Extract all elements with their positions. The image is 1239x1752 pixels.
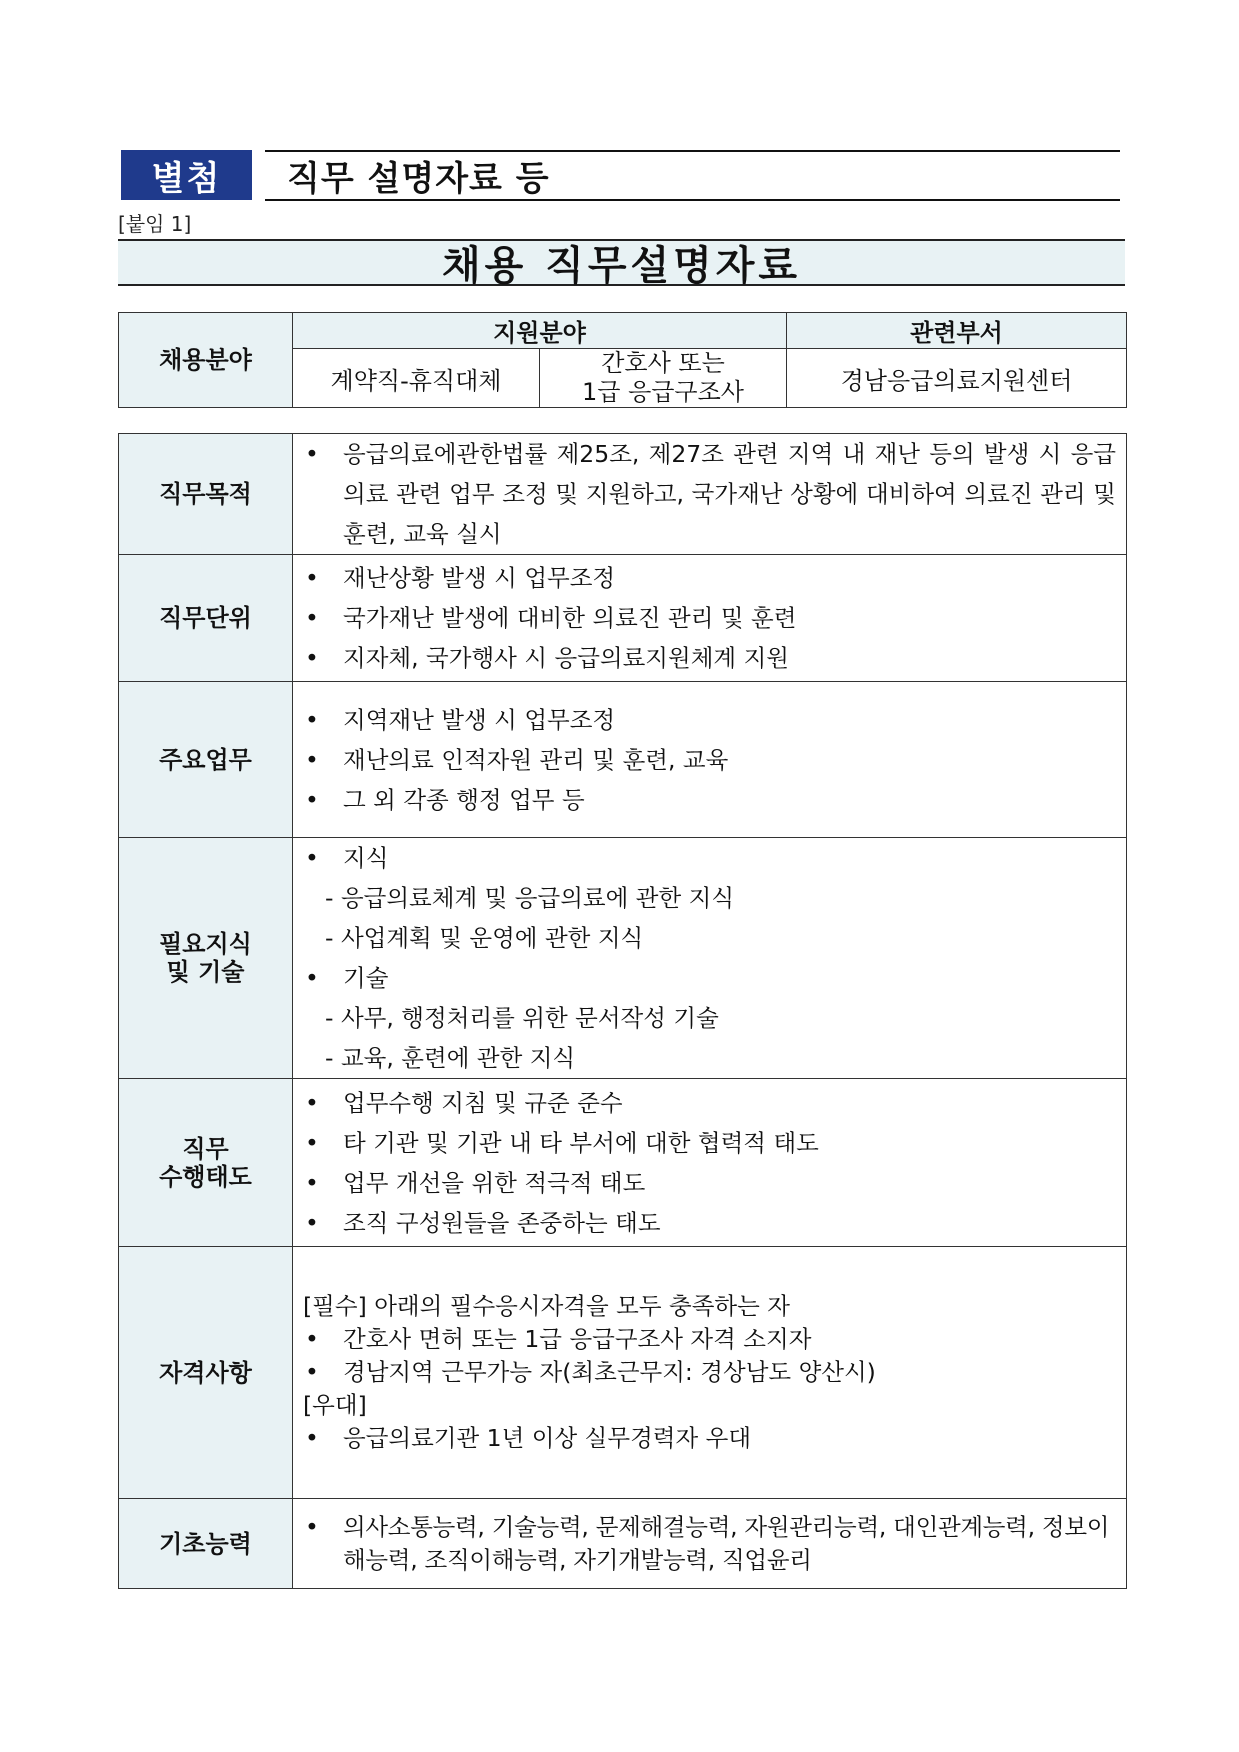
list-item xyxy=(303,434,1116,554)
list-item xyxy=(303,838,1116,878)
qualification-body xyxy=(293,1247,1127,1499)
attitude-label-line-2: 수행태도 xyxy=(159,1162,252,1191)
attitude-body xyxy=(293,1079,1127,1247)
attachment-tag: 별첨 xyxy=(121,150,252,200)
bullet: • xyxy=(305,844,319,872)
bullet: • xyxy=(305,1358,319,1386)
skills-label xyxy=(119,838,293,1079)
row-unit xyxy=(119,555,1127,682)
main-label: 주요업무 xyxy=(119,682,293,838)
list-item xyxy=(303,700,1116,740)
list-item xyxy=(303,1323,1116,1356)
row-attitude xyxy=(119,1079,1127,1247)
list-item-text: 재난상황 발생 시 업무조정 xyxy=(343,564,616,592)
list-item-text: 국가재난 발생에 대비한 의료진 관리 및 훈련 xyxy=(343,604,797,632)
list-item-text: 응급의료기관 1년 이상 실무경력자 우대 xyxy=(343,1424,752,1452)
basic-text: 의사소통능력, 기술능력, 문제해결능력, 자원관리능력, 대인관계능력, 정보이해능력, 조직이해능력, 자기개발능력, 직업윤리 xyxy=(343,1512,1110,1574)
bullet: • xyxy=(305,1208,319,1237)
list-item-text: 지역재난 발생 시 업무조정 xyxy=(343,705,616,734)
position-cell xyxy=(540,349,787,408)
list-item xyxy=(303,1163,1116,1203)
position-line-1: 간호사 또는 xyxy=(601,349,725,377)
sub-item: - 사업계획 및 운영에 관한 지식 xyxy=(325,924,644,952)
attachment-label: [붙임 1] xyxy=(118,212,192,236)
basic-label: 기초능력 xyxy=(119,1499,293,1589)
list-item xyxy=(303,1511,1116,1577)
unit-label: 직무단위 xyxy=(119,555,293,682)
list-item xyxy=(303,1123,1116,1163)
list-item xyxy=(303,1203,1116,1243)
dept-header: 관련부서 xyxy=(787,313,1127,349)
knowledge-heading: 지식 xyxy=(343,844,389,872)
bullet: • xyxy=(305,745,319,774)
list-item-text: 경남지역 근무가능 자(최초근무지: 경상남도 양산시) xyxy=(343,1358,876,1386)
bullet: • xyxy=(305,1424,319,1452)
bullet: • xyxy=(305,1088,319,1117)
list-item-text: 그 외 각종 행정 업무 등 xyxy=(343,785,585,814)
list-item xyxy=(303,740,1116,780)
summary-table xyxy=(118,312,1127,408)
list-item-text: 조직 구성원들을 존중하는 태도 xyxy=(343,1208,661,1237)
bullet: • xyxy=(305,1128,319,1157)
recruit-field-label: 채용분야 xyxy=(119,313,293,408)
attitude-label-line-1: 직무 xyxy=(182,1134,229,1163)
list-item-text: 간호사 면허 또는 1급 응급구조사 자격 소지자 xyxy=(343,1325,812,1353)
sub-item: - 사무, 행정처리를 위한 문서작성 기술 xyxy=(325,1004,719,1032)
bullet: • xyxy=(305,785,319,814)
list-item-text: 재난의료 인적자원 관리 및 훈련, 교육 xyxy=(343,745,729,774)
list-item xyxy=(303,1422,1116,1455)
support-field-header: 지원분야 xyxy=(293,313,787,349)
bullet: • xyxy=(305,1168,319,1197)
title-box xyxy=(118,239,1125,289)
bullet: • xyxy=(305,705,319,734)
attitude-label xyxy=(119,1079,293,1247)
list-item-text: 지자체, 국가행사 시 응급의료지원체계 지원 xyxy=(343,644,789,672)
list-item xyxy=(303,638,1116,678)
skills-label-line-2: 및 기술 xyxy=(166,958,245,986)
list-item xyxy=(303,780,1116,820)
required-heading: [필수] 아래의 필수응시자격을 모두 충족하는 자 xyxy=(303,1292,791,1320)
purpose-label: 직무목적 xyxy=(119,434,293,555)
list-item xyxy=(303,1356,1116,1389)
preferred-heading: [우대] xyxy=(303,1391,367,1419)
contract-type: 계약직-휴직대체 xyxy=(293,349,540,408)
job-description-table xyxy=(118,433,1127,1589)
sub-item: - 교육, 훈련에 관한 지식 xyxy=(325,1044,576,1072)
main-body xyxy=(293,682,1127,838)
bullet: • xyxy=(305,1325,319,1353)
position-line-2: 1급 응급구조사 xyxy=(581,378,744,406)
department: 경남응급의료지원센터 xyxy=(787,349,1127,408)
bullet: • xyxy=(305,564,319,592)
list-item xyxy=(303,558,1116,598)
qualification-label: 자격사항 xyxy=(119,1247,293,1499)
bullet: • xyxy=(305,644,319,672)
row-qualification xyxy=(119,1247,1127,1499)
list-item xyxy=(303,958,1116,998)
list-item xyxy=(303,598,1116,638)
bullet: • xyxy=(305,1512,319,1541)
row-basic xyxy=(119,1499,1127,1589)
list-item-text: 업무수행 지침 및 규준 준수 xyxy=(343,1088,623,1117)
purpose-body xyxy=(293,434,1127,555)
list-item-text: 타 기관 및 기관 내 타 부서에 대한 협력적 태도 xyxy=(343,1128,819,1157)
header-title: 직무 설명자료 등 xyxy=(287,158,550,199)
bullet: • xyxy=(305,964,319,992)
purpose-text: 응급의료에관한법률 제25조, 제27조 관련 지역 내 재난 등의 발생 시 응급의료 관련 업무 조정 및 지원하고, 국가재난 상황에 대비하여 의료진 관리 및 훈련, 교육 실시 xyxy=(343,440,1116,548)
tech-heading: 기술 xyxy=(343,964,389,992)
skills-label-line-1: 필요지식 xyxy=(159,930,252,958)
list-item-text: 업무 개선을 위한 적극적 태도 xyxy=(343,1168,646,1197)
row-skills xyxy=(119,838,1127,1079)
unit-body xyxy=(293,555,1127,682)
list-item xyxy=(303,1083,1116,1123)
skills-body xyxy=(293,838,1127,1079)
sub-item: - 응급의료체계 및 응급의료에 관한 지식 xyxy=(325,884,735,912)
row-main xyxy=(119,682,1127,838)
basic-body xyxy=(293,1499,1127,1589)
bullet: • xyxy=(305,440,319,468)
row-purpose xyxy=(119,434,1127,555)
bullet: • xyxy=(305,604,319,632)
document-title: 채용 직무설명자료 xyxy=(441,243,802,289)
